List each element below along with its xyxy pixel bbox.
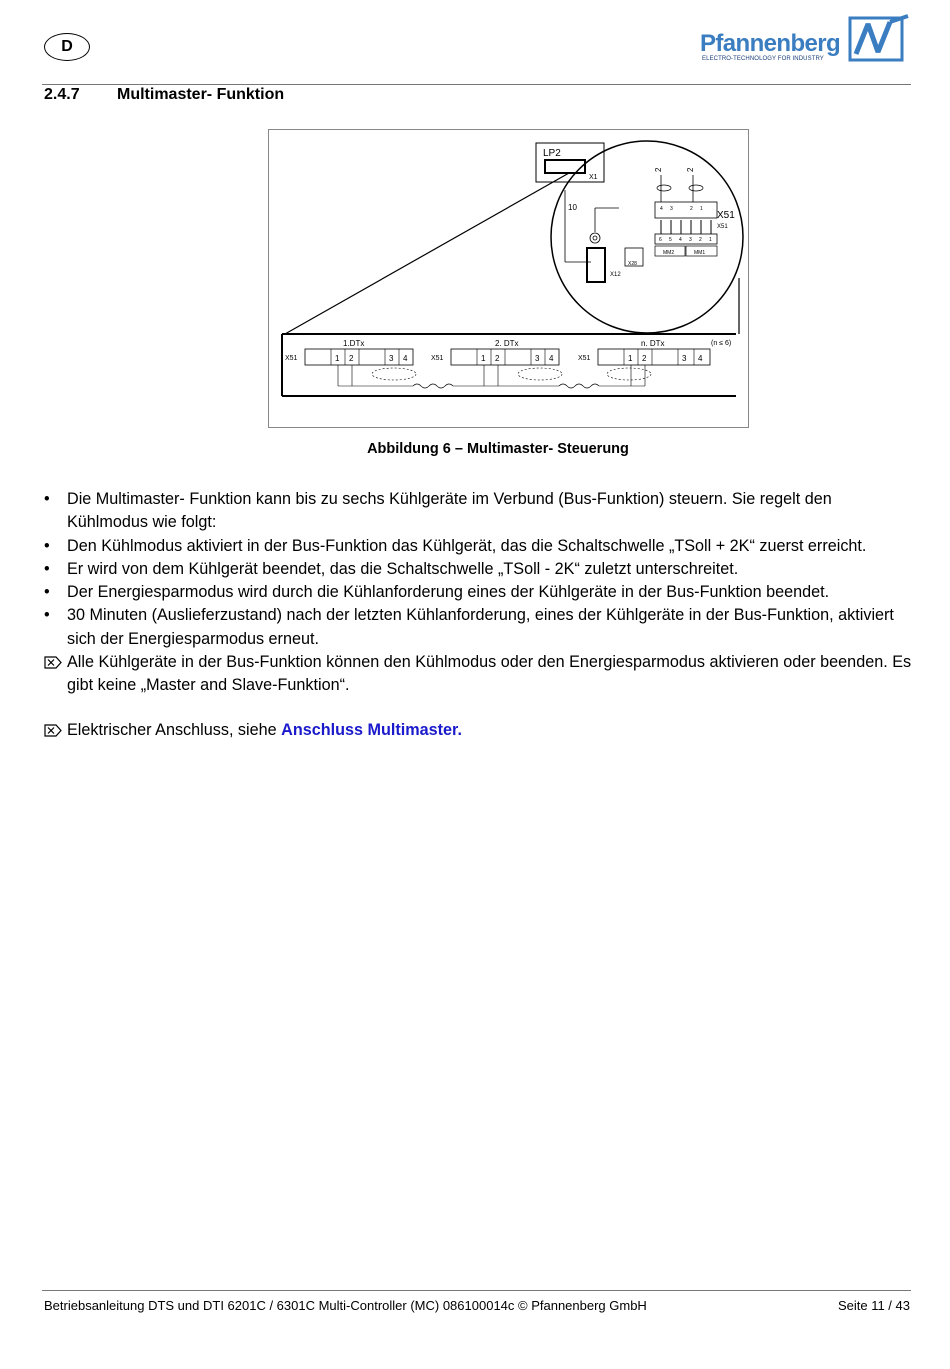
bullet-icon: • bbox=[44, 490, 50, 508]
wire-2b-label: 2 bbox=[686, 167, 695, 172]
x51-terminal-block bbox=[655, 202, 717, 218]
svg-text:3: 3 bbox=[682, 354, 687, 363]
bullet-icon: • bbox=[44, 536, 50, 555]
figure-caption: Abbildung 6 – Multimaster- Steuerung bbox=[367, 441, 629, 457]
x1-label: X1 bbox=[589, 174, 598, 181]
mm2-label: MM2 bbox=[663, 250, 675, 256]
bullet-icon: • bbox=[44, 559, 50, 578]
svg-text:1: 1 bbox=[700, 206, 703, 212]
dtx-n-label: n. DTx bbox=[641, 339, 665, 348]
anschluss-multimaster-link[interactable]: Anschluss Multimaster. bbox=[281, 720, 462, 739]
svg-text:4: 4 bbox=[660, 206, 663, 212]
svg-text:6: 6 bbox=[659, 237, 662, 243]
bullet-icon: • bbox=[44, 583, 50, 602]
bullet-icon: • bbox=[44, 606, 50, 625]
wiring-diagram bbox=[269, 130, 748, 427]
x28-label: X28 bbox=[628, 261, 637, 267]
footer-document-title: Betriebsanleitung DTS und DTI 6201C / 6301C Multi-Controller (MC) 086100014c © Pfannenberg GmbH bbox=[44, 1298, 647, 1313]
svg-text:5: 5 bbox=[669, 237, 672, 243]
list-item bbox=[44, 558, 914, 581]
ground-terminal bbox=[590, 233, 600, 243]
list-item bbox=[44, 488, 914, 535]
function-description bbox=[44, 488, 914, 742]
note-text: Elektrischer Anschluss, siehe bbox=[67, 720, 282, 739]
lp2-connector bbox=[545, 160, 585, 173]
svg-text:2: 2 bbox=[699, 237, 702, 243]
lp2-label: LP2 bbox=[543, 148, 561, 159]
svg-text:2: 2 bbox=[495, 354, 500, 363]
company-logo bbox=[700, 14, 912, 66]
dtx-unit-n bbox=[578, 349, 710, 365]
logo-tagline: ELECTRO-TECHNOLOGY FOR INDUSTRY bbox=[702, 56, 824, 62]
svg-text:4: 4 bbox=[698, 354, 703, 363]
multimaster-wiring-figure bbox=[268, 129, 749, 428]
pfannenberg-logo-icon bbox=[848, 14, 910, 64]
note-pointer-icon bbox=[44, 724, 62, 737]
svg-text:X51: X51 bbox=[285, 355, 298, 362]
dtx-unit-1 bbox=[285, 349, 413, 365]
list-item-text: 30 Minuten (Auslieferzustand) nach der letzten Kühlanforderung, eines der Kühlgeräte in der Bus-Funktion, aktiviert sich der Energiesparmodus erneut. bbox=[67, 606, 894, 648]
bus-wiring bbox=[338, 365, 651, 388]
wire-2a-label: 2 bbox=[654, 167, 663, 172]
x51-big-label: X51 bbox=[717, 210, 735, 221]
list-item bbox=[44, 581, 914, 604]
note-text: Alle Kühlgeräte in der Bus-Funktion können den Kühlmodus oder den Energiesparmodus aktivieren oder beenden. Es gibt keine „Master and Slave-Funktion“. bbox=[67, 653, 912, 695]
note-item bbox=[44, 651, 914, 698]
paragraph-spacer bbox=[44, 698, 914, 719]
svg-text:3: 3 bbox=[535, 354, 540, 363]
dtx-unit-2 bbox=[431, 349, 559, 365]
section-number: 2.4.7 bbox=[44, 86, 80, 103]
header-divider bbox=[42, 84, 911, 85]
detail-circle bbox=[551, 141, 743, 333]
svg-text:1: 1 bbox=[628, 354, 633, 363]
footer-page-number: Seite 11 / 43 bbox=[837, 1298, 910, 1313]
list-item-text: Der Energiesparmodus wird durch die Kühlanforderung eines der Kühlgeräte in der Bus-Funktion beendet. bbox=[67, 583, 830, 602]
mm-terminal-block bbox=[655, 234, 717, 244]
svg-text:2: 2 bbox=[690, 206, 693, 212]
svg-text:3: 3 bbox=[689, 237, 692, 243]
zoom-line-left bbox=[285, 173, 569, 334]
footer-divider bbox=[42, 1290, 911, 1291]
list-item bbox=[44, 535, 914, 558]
svg-text:X51: X51 bbox=[578, 355, 591, 362]
list-item bbox=[44, 604, 914, 651]
list-item-text: Den Kühlmodus aktiviert in der Bus-Funktion das Kühlgerät, das die Schaltschwelle „TSoll + 2K“ zuerst erreicht. bbox=[67, 536, 867, 555]
wire-10-label: 10 bbox=[568, 203, 577, 212]
svg-text:4: 4 bbox=[549, 354, 554, 363]
svg-text:3: 3 bbox=[389, 354, 394, 363]
note-item bbox=[44, 719, 914, 742]
n-limit-label: (n ≤ 6) bbox=[711, 340, 732, 347]
svg-text:4: 4 bbox=[679, 237, 682, 243]
x12-label: X12 bbox=[610, 272, 621, 278]
list-item-text: Er wird von dem Kühlgerät beendet, das die Schaltschwelle „TSoll - 2K“ zuletzt unterschreitet. bbox=[67, 559, 739, 578]
mm-pins-bottom bbox=[659, 237, 712, 243]
svg-text:2: 2 bbox=[642, 354, 647, 363]
section-title: Multimaster- Funktion bbox=[117, 86, 285, 103]
svg-text:X51: X51 bbox=[431, 355, 444, 362]
svg-text:1: 1 bbox=[335, 354, 340, 363]
svg-text:3: 3 bbox=[670, 206, 673, 212]
x12-connector bbox=[587, 248, 605, 282]
svg-text:1: 1 bbox=[709, 237, 712, 243]
x51-small-label: X51 bbox=[717, 224, 728, 230]
mm1-label: MM1 bbox=[694, 250, 706, 256]
svg-text:2: 2 bbox=[349, 354, 354, 363]
x51-pins-top bbox=[660, 206, 703, 212]
logo-name: Pfannenberg bbox=[700, 30, 841, 57]
dtx-1-label: 1.DTx bbox=[343, 339, 365, 348]
language-badge: D bbox=[44, 33, 90, 61]
list-item-text: Die Multimaster- Funktion kann bis zu sechs Kühlgeräte im Verbund (Bus-Funktion) steuern. Sie regelt den Kühlmodus wie folgt: bbox=[67, 490, 832, 532]
note-pointer-icon bbox=[44, 656, 62, 669]
svg-text:1: 1 bbox=[481, 354, 486, 363]
dtx-2-label: 2. DTx bbox=[495, 339, 519, 348]
svg-text:4: 4 bbox=[403, 354, 408, 363]
